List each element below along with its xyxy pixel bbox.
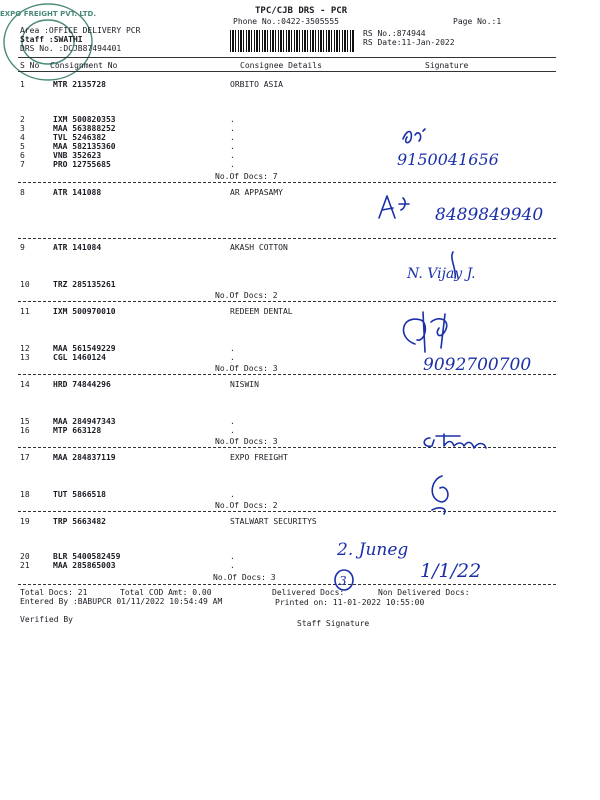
divider xyxy=(18,238,556,239)
phone-number: Phone No.:0422-3505555 xyxy=(233,17,339,26)
handwritten-signature-3 xyxy=(405,248,535,288)
staff-signature-label: Staff Signature xyxy=(297,619,370,628)
row-consignment-no: ATR 141084 xyxy=(53,243,102,252)
row-consignment-no: TRZ 285135261 xyxy=(53,280,116,289)
row-sno: 7 xyxy=(20,160,25,169)
row-consignee: . xyxy=(230,115,235,124)
row-consignment-no: CGL 1460124 xyxy=(53,353,106,362)
row-consignee: AKASH COTTON xyxy=(230,243,288,252)
svg-text:1/1/22: 1/1/22 xyxy=(420,560,482,582)
doc-count: No.Of Docs: 3 xyxy=(215,437,278,446)
handwritten-signature-6 xyxy=(335,525,525,580)
area-label: Area :OFFICE DELIVERY PCR xyxy=(20,26,141,35)
row-sno: 14 xyxy=(20,380,30,389)
row-consignment-no: MAA 563888252 xyxy=(53,124,116,133)
column-header-consignment: Consignment No xyxy=(50,61,118,70)
drs-number: DRS No. :DCJB87494401 xyxy=(20,44,122,53)
barcode-image xyxy=(230,30,355,52)
row-consignment-no: MAA 582135360 xyxy=(53,142,116,151)
row-consignment-no: TVL 5246382 xyxy=(53,133,106,142)
printed-on: Printed on: 11-01-2022 10:55:00 xyxy=(275,598,425,607)
row-consignment-no: MAA 284947343 xyxy=(53,417,116,426)
handwritten-signature-1 xyxy=(395,125,525,170)
row-consignment-no: BLR 5400582459 xyxy=(53,552,121,561)
total-cod-amount: Total COD Amt: 0.00 xyxy=(120,588,212,597)
row-consignee: . xyxy=(230,124,235,133)
circled-number-mark xyxy=(332,568,360,592)
row-consignment-no: MTR 2135728 xyxy=(53,80,106,89)
row-sno: 12 xyxy=(20,344,30,353)
rs-number: RS No.:874944 xyxy=(363,29,426,38)
row-consignee: AR APPASAMY xyxy=(230,188,283,197)
svg-text:EXPO FREIGHT PVT. LTD.: EXPO FREIGHT PVT. LTD. xyxy=(0,10,96,18)
column-header-consignee: Consignee Details xyxy=(240,61,322,70)
svg-text:9150041656: 9150041656 xyxy=(397,150,499,169)
row-consignee: . xyxy=(230,417,235,426)
row-consignee: . xyxy=(230,490,235,499)
row-consignment-no: TUT 5866518 xyxy=(53,490,106,499)
divider xyxy=(18,182,556,183)
svg-text:3: 3 xyxy=(339,574,347,588)
doc-count: No.Of Docs: 2 xyxy=(215,501,278,510)
row-consignment-no: IXM 500970010 xyxy=(53,307,116,316)
doc-count: No.Of Docs: 3 xyxy=(215,364,278,373)
column-header-sno: S No xyxy=(20,61,40,70)
row-sno: 13 xyxy=(20,353,30,362)
row-consignee: EXPO FREIGHT xyxy=(230,453,288,462)
svg-text:9092700700: 9092700700 xyxy=(423,355,532,375)
row-sno: 20 xyxy=(20,552,30,561)
row-sno: 18 xyxy=(20,490,30,499)
handwritten-signature-4 xyxy=(395,308,570,378)
row-consignee: . xyxy=(230,561,235,570)
delivered-docs: Delivered Docs: xyxy=(272,588,345,597)
divider xyxy=(18,511,556,512)
row-consignment-no: TRP 5663482 xyxy=(53,517,106,526)
row-consignee: . xyxy=(230,142,235,151)
row-consignment-no: HRD 74844296 xyxy=(53,380,111,389)
row-consignment-no: MAA 284837119 xyxy=(53,453,116,462)
row-consignee: . xyxy=(230,353,235,362)
row-sno: 4 xyxy=(20,133,25,142)
row-sno: 9 xyxy=(20,243,25,252)
row-sno: 6 xyxy=(20,151,25,160)
svg-text:8489849940: 8489849940 xyxy=(435,205,544,225)
row-sno: 5 xyxy=(20,142,25,151)
row-consignee: . xyxy=(230,344,235,353)
row-sno: 3 xyxy=(20,124,25,133)
row-sno: 8 xyxy=(20,188,25,197)
row-sno: 15 xyxy=(20,417,30,426)
document-title: TPC/CJB DRS - PCR xyxy=(255,6,348,16)
total-docs: Total Docs: 21 xyxy=(20,588,88,597)
divider xyxy=(18,57,556,58)
verified-by-label: Verified By xyxy=(20,615,73,624)
row-consignment-no: ATR 141088 xyxy=(53,188,102,197)
row-consignment-no: MAA 561549229 xyxy=(53,344,116,353)
row-consignee: . xyxy=(230,151,235,160)
row-sno: 11 xyxy=(20,307,30,316)
doc-count: No.Of Docs: 7 xyxy=(215,172,278,181)
column-header-signature: Signature xyxy=(425,61,469,70)
row-consignment-no: MTP 663128 xyxy=(53,426,102,435)
row-consignee: . xyxy=(230,552,235,561)
non-delivered-docs: Non Delivered Docs: xyxy=(378,588,470,597)
svg-text:N. Vijay J.: N. Vijay J. xyxy=(407,266,476,282)
svg-text:2. Juneg: 2. Juneg xyxy=(337,540,409,560)
row-sno: 2 xyxy=(20,115,25,124)
row-consignee: NISWIN xyxy=(230,380,259,389)
row-sno: 17 xyxy=(20,453,30,462)
page-number: Page No.:1 xyxy=(453,17,502,26)
row-consignee: . xyxy=(230,133,235,142)
row-consignee: REDEEM DENTAL xyxy=(230,307,293,316)
row-sno: 10 xyxy=(20,280,30,289)
divider xyxy=(18,301,556,302)
stamp-initials xyxy=(412,470,462,520)
row-consignee: STALWART SECURITYS xyxy=(230,517,317,526)
row-sno: 19 xyxy=(20,517,30,526)
divider xyxy=(18,71,556,72)
rs-date: RS Date:11-Jan-2022 xyxy=(363,38,455,47)
row-sno: 21 xyxy=(20,561,30,570)
divider xyxy=(18,584,556,585)
doc-count: No.Of Docs: 3 xyxy=(213,573,276,582)
row-consignee: . xyxy=(230,160,235,169)
staff-label: Staff :SWATHI xyxy=(20,35,83,44)
row-consignment-no: PRO 12755685 xyxy=(53,160,111,169)
row-consignee: . xyxy=(230,426,235,435)
row-sno: 16 xyxy=(20,426,30,435)
row-consignment-no: VNB 352623 xyxy=(53,151,102,160)
row-consignment-no: MAA 285865003 xyxy=(53,561,116,570)
handwritten-signature-2 xyxy=(375,190,575,230)
entered-by: Entered By :BABUPCR 01/11/2022 10:54:49 AM xyxy=(20,597,223,606)
doc-count: No.Of Docs: 2 xyxy=(215,291,278,300)
row-consignment-no: IXM 500820353 xyxy=(53,115,116,124)
row-consignee: ORBITO ASIA xyxy=(230,80,283,89)
handwritten-signature-5 xyxy=(420,430,500,452)
row-sno: 1 xyxy=(20,80,25,89)
